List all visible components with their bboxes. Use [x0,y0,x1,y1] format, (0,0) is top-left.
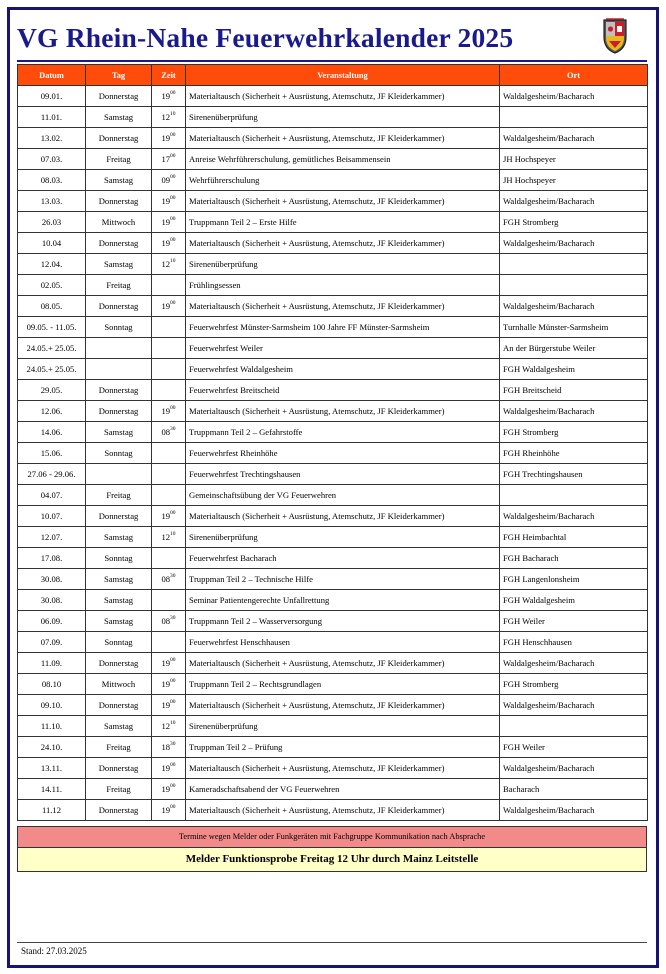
zeit-hour: 19 [161,217,171,227]
table-row [18,212,648,233]
cell-ort [500,275,648,296]
zeit-minute: 10 [170,258,176,264]
cell-ort: FGH Breitscheid [500,380,648,401]
cell-tag: Samstag [86,170,152,191]
table-row [18,191,648,212]
cell-datum: 09.10. [18,695,86,716]
cell-tag: Samstag [86,254,152,275]
cell-tag: Donnerstag [86,695,152,716]
cell-zeit [152,170,186,191]
cell-zeit [152,296,186,317]
header-ort: Ort [500,65,648,86]
cell-ort: FGH Waldalgesheim [500,359,648,380]
cell-veranstaltung: Materialtausch (Sicherheit + Ausrüstung, Atemschutz, JF Kleiderkammer) [186,86,500,107]
zeit-minute: 00 [170,510,176,516]
cell-tag: Donnerstag [86,86,152,107]
table-row [18,317,648,338]
cell-tag: Freitag [86,149,152,170]
cell-zeit [152,485,186,506]
zeit-minute: 10 [170,531,176,537]
cell-zeit [152,779,186,800]
cell-ort: Bacharach [500,779,648,800]
table-row [18,653,648,674]
cell-datum: 08.05. [18,296,86,317]
cell-ort: Waldalgesheim/Bacharach [500,695,648,716]
cell-zeit [152,191,186,212]
cell-ort: FGH Weiler [500,611,648,632]
zeit-minute: 00 [170,132,176,138]
zeit-hour: 12 [161,259,171,269]
cell-veranstaltung: Truppmann Teil 2 – Gefahrstoffe [186,422,500,443]
table-row [18,422,648,443]
table-row [18,800,648,821]
coat-of-arms-icon [600,17,630,55]
cell-datum: 29.05. [18,380,86,401]
cell-veranstaltung: Materialtausch (Sicherheit + Ausrüstung, Atemschutz, JF Kleiderkammer) [186,233,500,254]
cell-ort: Waldalgesheim/Bacharach [500,128,648,149]
stand-date: Stand: 27.03.2025 [21,946,87,956]
cell-datum: 26.03 [18,212,86,233]
cell-veranstaltung: Feuerwehrfest Rheinhöhe [186,443,500,464]
zeit-minute: 00 [170,174,176,180]
footer-rule [17,942,647,943]
cell-datum: 10.04 [18,233,86,254]
zeit-minute: 00 [170,153,176,159]
zeit-minute: 10 [170,111,176,117]
cell-tag [86,359,152,380]
cell-ort: Waldalgesheim/Bacharach [500,296,648,317]
zeit-hour: 19 [161,763,171,773]
cell-zeit [152,380,186,401]
cell-datum: 11.01. [18,107,86,128]
zeit-hour: 19 [161,238,171,248]
cell-tag: Mittwoch [86,212,152,233]
cell-veranstaltung: Sirenenüberprüfung [186,716,500,737]
table-row [18,338,648,359]
zeit-hour: 08 [161,427,171,437]
cell-ort: Waldalgesheim/Bacharach [500,653,648,674]
cell-veranstaltung: Truppmann Teil 2 – Wasserversorgung [186,611,500,632]
cell-veranstaltung: Feuerwehrfest Breitscheid [186,380,500,401]
cell-zeit [152,716,186,737]
cell-tag: Donnerstag [86,128,152,149]
zeit-minute: 00 [170,405,176,411]
cell-tag: Donnerstag [86,380,152,401]
table-row [18,380,648,401]
cell-datum: 08.10 [18,674,86,695]
cell-ort: Waldalgesheim/Bacharach [500,86,648,107]
cell-zeit [152,674,186,695]
cell-tag: Donnerstag [86,758,152,779]
zeit-minute: 00 [170,195,176,201]
cell-ort: Waldalgesheim/Bacharach [500,506,648,527]
cell-veranstaltung: Sirenenüberprüfung [186,527,500,548]
cell-zeit [152,401,186,422]
cell-veranstaltung: Sirenenüberprüfung [186,254,500,275]
table-row [18,632,648,653]
cell-veranstaltung: Materialtausch (Sicherheit + Ausrüstung, Atemschutz, JF Kleiderkammer) [186,191,500,212]
cell-tag [86,338,152,359]
table-row [18,401,648,422]
cell-datum: 11.10. [18,716,86,737]
cell-ort: FGH Langenlonsheim [500,569,648,590]
table-row [18,569,648,590]
zeit-hour: 18 [161,742,171,752]
cell-tag: Samstag [86,611,152,632]
cell-ort: FGH Rheinhöhe [500,443,648,464]
cell-veranstaltung: Materialtausch (Sicherheit + Ausrüstung, Atemschutz, JF Kleiderkammer) [186,653,500,674]
cell-ort: Waldalgesheim/Bacharach [500,758,648,779]
cell-ort: Waldalgesheim/Bacharach [500,800,648,821]
cell-zeit [152,338,186,359]
zeit-minute: 00 [170,762,176,768]
zeit-hour: 09 [161,175,171,185]
cell-datum: 24.10. [18,737,86,758]
zeit-hour: 19 [161,91,171,101]
cell-veranstaltung: Materialtausch (Sicherheit + Ausrüstung, Atemschutz, JF Kleiderkammer) [186,758,500,779]
zeit-minute: 00 [170,237,176,243]
cell-zeit [152,527,186,548]
cell-zeit [152,86,186,107]
zeit-hour: 17 [161,154,171,164]
cell-veranstaltung: Gemeinschaftsübung der VG Feuerwehren [186,485,500,506]
cell-tag: Donnerstag [86,296,152,317]
cell-zeit [152,212,186,233]
zeit-minute: 00 [170,804,176,810]
zeit-minute: 30 [170,426,176,432]
table-row [18,485,648,506]
table-row [18,548,648,569]
cell-datum: 15.06. [18,443,86,464]
zeit-hour: 08 [161,616,171,626]
table-row [18,149,648,170]
table-row [18,674,648,695]
cell-datum: 13.02. [18,128,86,149]
cell-zeit [152,506,186,527]
table-row [18,443,648,464]
cell-tag: Donnerstag [86,506,152,527]
cell-datum: 12.04. [18,254,86,275]
zeit-hour: 19 [161,700,171,710]
cell-zeit [152,464,186,485]
calendar-body [18,86,648,821]
cell-tag: Sonntag [86,317,152,338]
title-rule [17,60,647,62]
cell-datum: 12.07. [18,527,86,548]
cell-zeit [152,233,186,254]
cell-datum: 02.05. [18,275,86,296]
cell-tag: Freitag [86,737,152,758]
zeit-minute: 30 [170,741,176,747]
cell-zeit [152,737,186,758]
cell-tag: Mittwoch [86,674,152,695]
cell-veranstaltung: Materialtausch (Sicherheit + Ausrüstung, Atemschutz, JF Kleiderkammer) [186,800,500,821]
cell-tag: Donnerstag [86,401,152,422]
cell-tag: Sonntag [86,443,152,464]
cell-zeit [152,632,186,653]
table-row [18,611,648,632]
zeit-hour: 19 [161,658,171,668]
cell-zeit [152,254,186,275]
cell-ort: Turnhalle Münster-Sarmsheim [500,317,648,338]
cell-zeit [152,107,186,128]
cell-ort: FGH Stromberg [500,212,648,233]
cell-tag: Donnerstag [86,233,152,254]
table-row [18,275,648,296]
cell-veranstaltung: Truppmann Teil 2 – Erste Hilfe [186,212,500,233]
table-row [18,359,648,380]
zeit-minute: 00 [170,300,176,306]
zeit-hour: 19 [161,133,171,143]
cell-datum: 24.05.+ 25.05. [18,338,86,359]
zeit-minute: 30 [170,573,176,579]
cell-zeit [152,653,186,674]
table-row [18,233,648,254]
zeit-hour: 19 [161,196,171,206]
cell-veranstaltung: Seminar Patientengerechte Unfallrettung [186,590,500,611]
cell-datum: 07.09. [18,632,86,653]
zeit-hour: 19 [161,511,171,521]
cell-datum: 08.03. [18,170,86,191]
table-row [18,779,648,800]
cell-ort: FGH Stromberg [500,422,648,443]
cell-veranstaltung: Materialtausch (Sicherheit + Ausrüstung, Atemschutz, JF Kleiderkammer) [186,401,500,422]
cell-tag: Freitag [86,275,152,296]
cell-ort: FGH Henschhausen [500,632,648,653]
cell-veranstaltung: Feuerwehrfest Waldalgesheim [186,359,500,380]
table-row [18,296,648,317]
table-row [18,128,648,149]
zeit-minute: 00 [170,90,176,96]
zeit-hour: 12 [161,532,171,542]
zeit-hour: 12 [161,112,171,122]
cell-datum: 12.06. [18,401,86,422]
cell-datum: 13.11. [18,758,86,779]
cell-ort: FGH Stromberg [500,674,648,695]
cell-datum: 09.01. [18,86,86,107]
cell-ort: FGH Heimbachtal [500,527,648,548]
cell-ort [500,716,648,737]
table-row [18,590,648,611]
cell-veranstaltung: Anreise Wehrführerschulung, gemütliches Beisammensein [186,149,500,170]
cell-tag: Samstag [86,527,152,548]
cell-zeit [152,758,186,779]
cell-ort: Waldalgesheim/Bacharach [500,191,648,212]
cell-tag: Freitag [86,779,152,800]
cell-veranstaltung: Feuerwehrfest Bacharach [186,548,500,569]
table-row [18,716,648,737]
cell-veranstaltung: Feuerwehrfest Trechtingshausen [186,464,500,485]
zeit-hour: 19 [161,805,171,815]
zeit-minute: 00 [170,783,176,789]
zeit-hour: 08 [161,574,171,584]
cell-tag: Donnerstag [86,653,152,674]
cell-tag: Samstag [86,107,152,128]
cell-ort [500,485,648,506]
header-tag: Tag [86,65,152,86]
cell-tag: Sonntag [86,632,152,653]
header-veranstaltung: Veranstaltung [186,65,500,86]
table-header-row [18,65,648,86]
cell-tag: Sonntag [86,548,152,569]
cell-veranstaltung: Frühlingsessen [186,275,500,296]
cell-ort: JH Hochspeyer [500,149,648,170]
zeit-hour: 19 [161,406,171,416]
table-row [18,695,648,716]
cell-datum: 30.08. [18,590,86,611]
zeit-minute: 30 [170,615,176,621]
cell-datum: 14.06. [18,422,86,443]
cell-veranstaltung: Truppmann Teil 2 – Rechtsgrundlagen [186,674,500,695]
zeit-minute: 00 [170,216,176,222]
header-datum: Datum [18,65,86,86]
cell-veranstaltung: Wehrführerschulung [186,170,500,191]
cell-datum: 27.06 - 29.06. [18,464,86,485]
cell-tag: Samstag [86,716,152,737]
table-row [18,464,648,485]
cell-veranstaltung: Truppman Teil 2 – Technische Hilfe [186,569,500,590]
cell-ort: Waldalgesheim/Bacharach [500,401,648,422]
cell-zeit [152,611,186,632]
cell-veranstaltung: Materialtausch (Sicherheit + Ausrüstung, Atemschutz, JF Kleiderkammer) [186,128,500,149]
cell-datum: 13.03. [18,191,86,212]
cell-tag: Freitag [86,485,152,506]
cell-ort: JH Hochspeyer [500,170,648,191]
cell-zeit [152,695,186,716]
cell-veranstaltung: Feuerwehrfest Henschhausen [186,632,500,653]
table-row [18,254,648,275]
cell-datum: 14.11. [18,779,86,800]
cell-tag [86,464,152,485]
cell-tag: Donnerstag [86,800,152,821]
zeit-hour: 19 [161,784,171,794]
cell-veranstaltung: Materialtausch (Sicherheit + Ausrüstung, Atemschutz, JF Kleiderkammer) [186,506,500,527]
zeit-minute: 00 [170,678,176,684]
cell-tag: Samstag [86,590,152,611]
cell-veranstaltung: Feuerwehrfest Münster-Sarmsheim 100 Jahre FF Münster-Sarmsheim [186,317,500,338]
cell-ort: FGH Bacharach [500,548,648,569]
table-row [18,737,648,758]
cell-ort: Waldalgesheim/Bacharach [500,233,648,254]
cell-veranstaltung: Feuerwehrfest Weiler [186,338,500,359]
cell-veranstaltung: Materialtausch (Sicherheit + Ausrüstung, Atemschutz, JF Kleiderkammer) [186,695,500,716]
cell-datum: 04.07. [18,485,86,506]
cell-datum: 09.05. - 11.05. [18,317,86,338]
cell-zeit [152,128,186,149]
cell-ort [500,107,648,128]
cell-datum: 24.05.+ 25.05. [18,359,86,380]
zeit-hour: 19 [161,679,171,689]
cell-ort [500,254,648,275]
cell-veranstaltung: Materialtausch (Sicherheit + Ausrüstung, Atemschutz, JF Kleiderkammer) [186,296,500,317]
cell-veranstaltung: Sirenenüberprüfung [186,107,500,128]
cell-zeit [152,590,186,611]
cell-datum: 10.07. [18,506,86,527]
cell-tag: Samstag [86,422,152,443]
cell-zeit [152,800,186,821]
note-melder-probe: Melder Funktionsprobe Freitag 12 Uhr durch Mainz Leitstelle [17,847,647,872]
cell-zeit [152,317,186,338]
table-row [18,107,648,128]
page-title: VG Rhein-Nahe Feuerwehrkalender 2025 [17,22,514,53]
cell-veranstaltung: Kameradschaftsabend der VG Feuerwehren [186,779,500,800]
cell-ort: FGH Trechtingshausen [500,464,648,485]
cell-datum: 06.09. [18,611,86,632]
cell-zeit [152,443,186,464]
table-row [18,527,648,548]
calendar-table [17,64,648,821]
cell-datum: 30.08. [18,569,86,590]
cell-zeit [152,149,186,170]
cell-datum: 17.08. [18,548,86,569]
cell-zeit [152,548,186,569]
table-row [18,506,648,527]
table-row [18,86,648,107]
cell-tag: Donnerstag [86,191,152,212]
cell-ort: FGH Waldalgesheim [500,590,648,611]
table-row [18,170,648,191]
zeit-hour: 19 [161,301,171,311]
cell-datum: 11.12 [18,800,86,821]
zeit-minute: 00 [170,657,176,663]
cell-zeit [152,569,186,590]
cell-ort: FGH Weiler [500,737,648,758]
zeit-minute: 10 [170,720,176,726]
cell-datum: 07.03. [18,149,86,170]
cell-veranstaltung: Truppman Teil 2 – Prüfung [186,737,500,758]
table-row [18,758,648,779]
zeit-minute: 00 [170,699,176,705]
zeit-hour: 12 [161,721,171,731]
cell-tag: Samstag [86,569,152,590]
header-zeit: Zeit [152,65,186,86]
cell-zeit [152,422,186,443]
note-kommunikation: Termine wegen Melder oder Funkgeräten mit Fachgruppe Kommunikation nach Absprache [17,826,647,848]
cell-datum: 11.09. [18,653,86,674]
cell-ort: An der Bürgerstube Weiler [500,338,648,359]
cell-zeit [152,275,186,296]
cell-zeit [152,359,186,380]
